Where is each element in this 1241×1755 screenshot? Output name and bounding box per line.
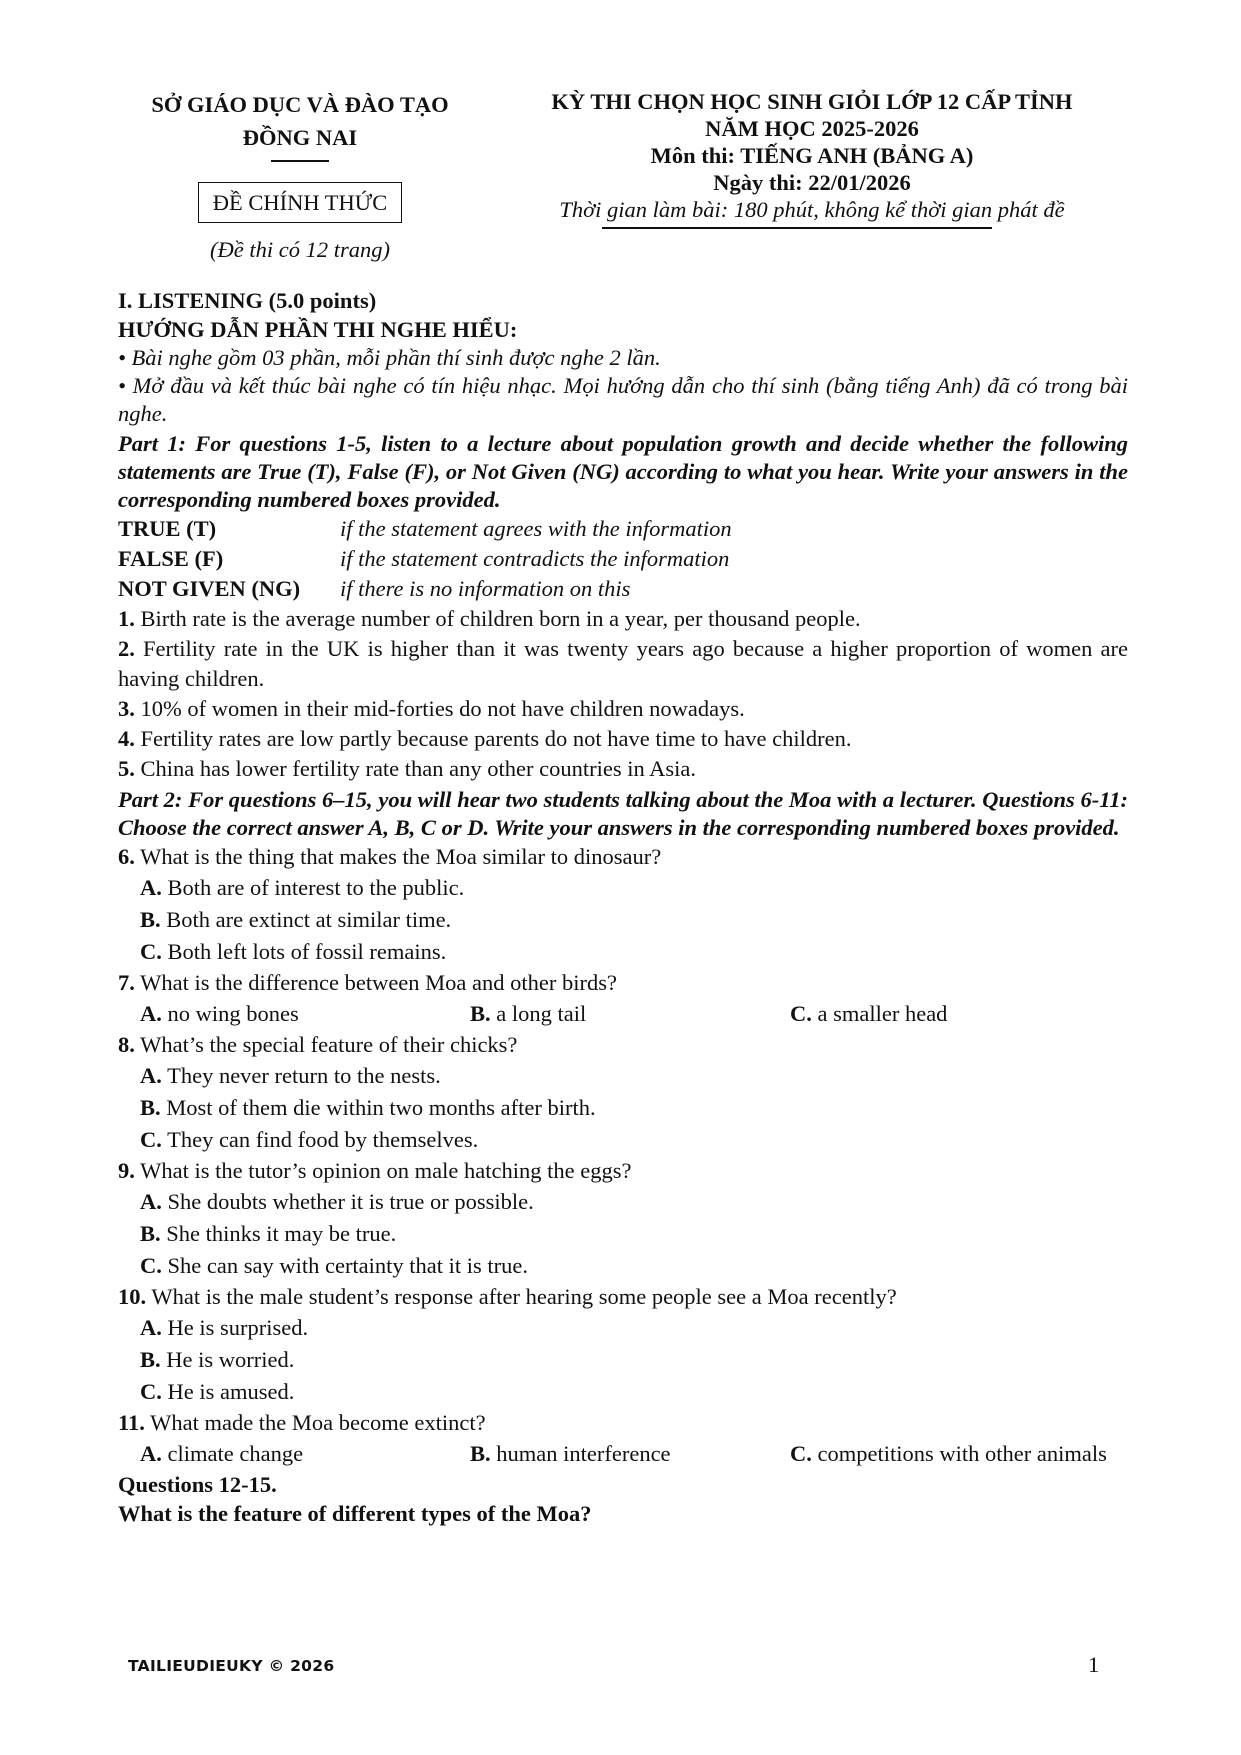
question-number: 7. — [118, 970, 135, 995]
option-letter: C. — [140, 939, 162, 964]
question-number: 10. — [118, 1284, 147, 1309]
official-exam-box: ĐỀ CHÍNH THỨC — [198, 182, 403, 223]
statement-1 — [118, 604, 1128, 634]
option — [118, 1312, 1128, 1344]
option-text: Both are of interest to the public. — [167, 875, 465, 900]
option — [118, 1092, 1128, 1124]
question-7 — [118, 968, 1128, 998]
option-letter: B. — [140, 1095, 161, 1120]
statement-number: 3. — [118, 696, 135, 721]
statement-text: Birth rate is the average number of children born in a year, per thousand people. — [140, 606, 861, 631]
statement-number: 1. — [118, 606, 135, 631]
questions-12-15-title: Questions 12-15. — [118, 1472, 277, 1497]
option — [470, 998, 790, 1030]
option — [118, 904, 1128, 936]
statement-number: 5. — [118, 756, 135, 781]
part2-instruction: Part 2: For questions 6–15, you will hear two students talking about the Moa with a lecturer. Questions 6-11: Choose the correct answer A, B, C or D. Write your answers in the corresponding numbered boxes provided. — [118, 787, 1128, 840]
part1-instruction: Part 1: For questions 1-5, listen to a lecture about population growth and decide whether the following statements are True (T), False (F), or Not Given (NG) according to what you hear. Write your answers in the corresponding numbered boxes provided. — [118, 431, 1128, 512]
org-line-1: SỞ GIÁO DỤC VÀ ĐÀO TẠO — [151, 92, 449, 117]
definition-row — [118, 544, 1128, 574]
option-letter: B. — [470, 1441, 491, 1466]
option-letter: C. — [140, 1253, 162, 1278]
section-title: I. LISTENING (5.0 points) — [118, 288, 377, 313]
listening-guide-title: HƯỚNG DẪN PHẦN THI NGHE HIỂU: — [118, 317, 518, 342]
exam-title: KỲ THI CHỌN HỌC SINH GIỎI LỚP 12 CẤP TỈNH — [551, 89, 1073, 114]
question-text: What is the tutor’s opinion on male hatching the eggs? — [140, 1158, 632, 1183]
option-letter: A. — [140, 1063, 162, 1088]
option-text: She thinks it may be true. — [166, 1221, 397, 1246]
header-organization — [118, 88, 482, 265]
option-row — [118, 998, 1128, 1030]
exam-content — [118, 286, 1128, 1528]
option-text: They never return to the nests. — [167, 1063, 441, 1088]
option-letter: B. — [470, 1001, 491, 1026]
definition-desc: if the statement agrees with the information — [340, 516, 732, 541]
question-number: 9. — [118, 1158, 135, 1183]
option — [790, 1438, 1107, 1470]
option-letter: A. — [140, 1001, 162, 1026]
option-text: human interference — [496, 1441, 671, 1466]
option — [140, 998, 470, 1030]
definition-desc: if there is no information on this — [340, 576, 631, 601]
exam-date: Ngày thi: 22/01/2026 — [713, 170, 911, 195]
option-letter: C. — [790, 1441, 812, 1466]
questions-12-15-subtitle: What is the feature of different types of the Moa? — [118, 1501, 592, 1526]
question-number: 6. — [118, 844, 135, 869]
footer-brand: TAILIEUDIEUKY © 2026 — [128, 1657, 335, 1675]
statement-number: 2. — [118, 636, 135, 661]
option-letter: B. — [140, 907, 161, 932]
question-9 — [118, 1156, 1128, 1186]
option-letter: A. — [140, 875, 162, 900]
option — [118, 936, 1128, 968]
option — [118, 1344, 1128, 1376]
page-count-note: (Đề thi có 12 trang) — [210, 237, 390, 263]
definition-row — [118, 574, 1128, 604]
option-row — [118, 1438, 1128, 1470]
listening-guide-1: • Bài nghe gồm 03 phần, mỗi phần thí sinh được nghe 2 lần. — [118, 345, 661, 370]
option-text: He is worried. — [166, 1347, 295, 1372]
option-text: He is amused. — [167, 1379, 295, 1404]
option-text: competitions with other animals — [817, 1441, 1107, 1466]
option-letter: C. — [790, 1001, 812, 1026]
option-text: They can find food by themselves. — [167, 1127, 479, 1152]
statement-text: 10% of women in their mid-forties do not have children nowadays. — [140, 696, 745, 721]
statement-text: China has lower fertility rate than any other countries in Asia. — [140, 756, 696, 781]
question-text: What is the difference between Moa and other birds? — [140, 970, 617, 995]
exam-subject: Môn thi: TIẾNG ANH (BẢNG A) — [650, 143, 974, 168]
question-text: What’s the special feature of their chicks? — [140, 1032, 518, 1057]
option-text: He is surprised. — [167, 1315, 309, 1340]
definition-term: NOT GIVEN (NG) — [118, 576, 301, 601]
option-text: Most of them die within two months after birth. — [166, 1095, 596, 1120]
statement-3 — [118, 694, 1128, 724]
option-letter: A. — [140, 1189, 162, 1214]
option-text: She can say with certainty that it is true. — [167, 1253, 529, 1278]
option-text: Both left lots of fossil remains. — [167, 939, 447, 964]
question-number: 11. — [118, 1410, 145, 1435]
listening-guide-2: • Mở đầu và kết thúc bài nghe có tín hiệu nhạc. Mọi hướng dẫn cho thí sinh (bằng tiếng Anh) đã có trong bài nghe. — [118, 373, 1128, 426]
option-text: Both are extinct at similar time. — [166, 907, 452, 932]
question-11 — [118, 1408, 1128, 1438]
option — [140, 1438, 470, 1470]
question-text: What is the thing that makes the Moa similar to dinosaur? — [140, 844, 662, 869]
question-number: 8. — [118, 1032, 135, 1057]
divider — [271, 160, 329, 162]
divider — [602, 227, 992, 229]
question-6 — [118, 842, 1128, 872]
option-text: climate change — [167, 1441, 304, 1466]
option — [118, 1218, 1128, 1250]
definition-term: FALSE (F) — [118, 546, 224, 571]
option-text: a long tail — [496, 1001, 587, 1026]
option-letter: B. — [140, 1221, 161, 1246]
option-letter: C. — [140, 1127, 162, 1152]
school-year: NĂM HỌC 2025-2026 — [705, 116, 919, 141]
definition-desc: if the statement contradicts the information — [340, 546, 730, 571]
question-10 — [118, 1282, 1128, 1312]
statement-5 — [118, 754, 1128, 784]
option — [790, 998, 947, 1030]
option — [118, 1124, 1128, 1156]
option-text: no wing bones — [167, 1001, 299, 1026]
definition-term: TRUE (T) — [118, 516, 217, 541]
question-text: What made the Moa become extinct? — [150, 1410, 486, 1435]
option — [118, 872, 1128, 904]
option-text: She doubts whether it is true or possible. — [167, 1189, 534, 1214]
statement-text: Fertility rates are low partly because parents do not have time to have children. — [140, 726, 852, 751]
option-letter: B. — [140, 1347, 161, 1372]
exam-duration: Thời gian làm bài: 180 phút, không kể thời gian phát đề — [559, 197, 1065, 222]
statement-text: Fertility rate in the UK is higher than it was twenty years ago because a higher proportion of women are having children. — [118, 636, 1128, 691]
statement-2 — [118, 634, 1128, 694]
statement-number: 4. — [118, 726, 135, 751]
option-letter: C. — [140, 1379, 162, 1404]
option-letter: A. — [140, 1441, 162, 1466]
option — [118, 1186, 1128, 1218]
option — [118, 1060, 1128, 1092]
statement-4 — [118, 724, 1128, 754]
definition-row — [118, 514, 1128, 544]
question-text: What is the male student’s response after hearing some people see a Moa recently? — [151, 1284, 897, 1309]
option-text: a smaller head — [817, 1001, 948, 1026]
org-line-2: ĐỒNG NAI — [242, 125, 358, 150]
question-8 — [118, 1030, 1128, 1060]
option-letter: A. — [140, 1315, 162, 1340]
option — [118, 1376, 1128, 1408]
option — [118, 1250, 1128, 1282]
page-number: 1 — [1088, 1652, 1100, 1677]
option — [470, 1438, 790, 1470]
header-exam-info — [482, 88, 1142, 229]
